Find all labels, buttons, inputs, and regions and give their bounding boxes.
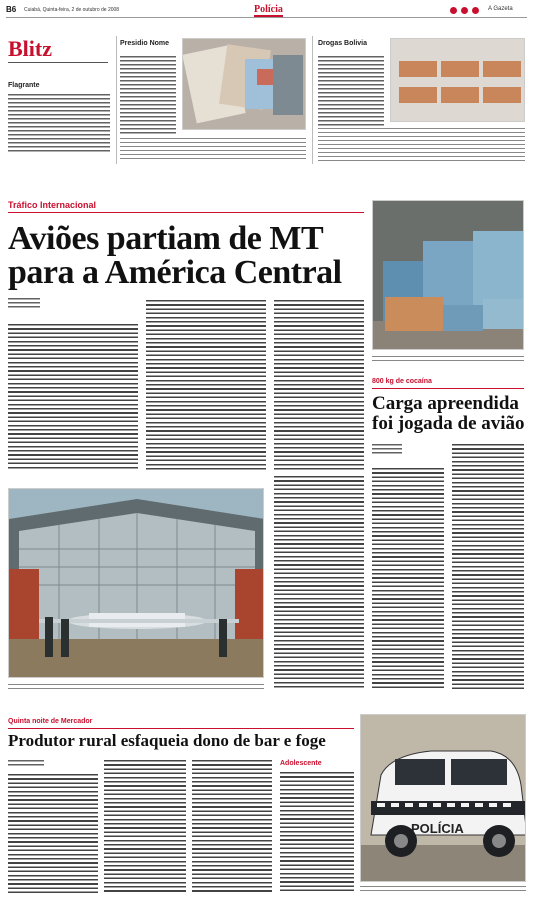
divider <box>372 388 524 389</box>
photo-caption <box>8 684 264 690</box>
headline: Produtor rural esfaqueia dono de bar e foge <box>8 731 326 750</box>
police-label: POLÍCIA <box>411 821 464 836</box>
blitz-photo <box>182 38 306 130</box>
police-car-photo <box>360 714 526 882</box>
blitz-caption <box>318 128 525 162</box>
social-icon <box>472 7 479 14</box>
article-column <box>8 324 138 470</box>
section-title: Polícia <box>254 4 283 15</box>
article-column <box>192 760 272 894</box>
photo-caption <box>372 356 524 362</box>
article-column <box>8 774 98 894</box>
headline-line: foi jogada de avião <box>372 413 525 434</box>
article-column <box>104 760 186 894</box>
social-icon <box>461 7 468 14</box>
headline-line: Aviões partiam de MT <box>8 220 324 257</box>
article-column <box>274 300 364 470</box>
drugs-photo <box>372 200 524 350</box>
blitz-item-text <box>120 56 176 136</box>
divider <box>8 212 364 213</box>
story-kicker: Tráfico Internacional <box>8 200 97 210</box>
blitz-caption <box>120 138 306 160</box>
story-kicker: 800 kg de cocaína <box>372 378 432 385</box>
article-column <box>146 300 266 470</box>
story-kicker: Quinta noite de Mercador <box>8 718 93 725</box>
photo-caption <box>360 886 526 892</box>
divider <box>8 62 108 63</box>
byline <box>372 444 402 454</box>
sub-kicker: Adolescente <box>280 760 322 767</box>
brand-name: A Gazeta <box>488 6 513 12</box>
byline <box>8 298 40 308</box>
divider <box>8 728 354 729</box>
blitz-item-title: Presidio Nome <box>120 40 170 47</box>
blitz-item-text <box>8 94 110 152</box>
headline-line: para a América Central <box>8 254 342 291</box>
byline <box>8 760 44 768</box>
article-column <box>280 772 354 894</box>
blitz-item-title: Drogas Bolivia <box>318 40 368 47</box>
blitz-photo <box>390 38 525 122</box>
blitz-item-title: Flagrante <box>8 82 40 89</box>
page-header <box>6 4 527 18</box>
hangar-photo <box>8 488 264 678</box>
headline-line: Carga apreendida <box>372 393 519 414</box>
page-number: B6 <box>6 5 17 14</box>
article-column <box>274 476 364 690</box>
blitz-item-text <box>318 56 384 126</box>
article-column <box>372 468 444 690</box>
article-column <box>452 444 524 690</box>
divider <box>116 36 117 164</box>
divider <box>312 36 313 164</box>
blitz-title: Blitz <box>8 36 52 61</box>
social-icon <box>450 7 457 14</box>
date-line: Cuiabá, Quinta-feira, 2 de outubro de 2008 <box>24 7 120 13</box>
